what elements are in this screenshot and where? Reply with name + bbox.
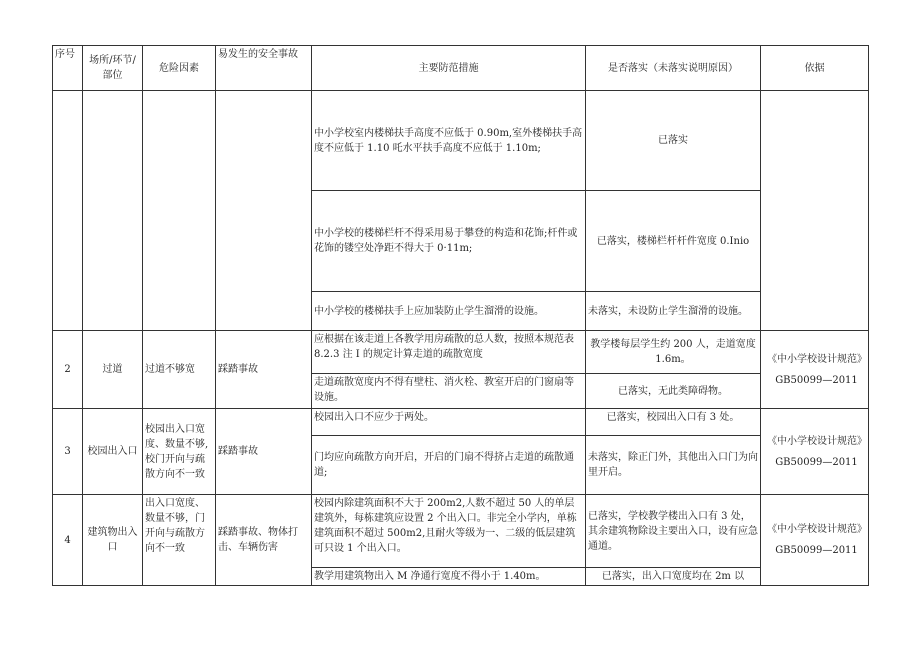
cell-measure: 校园内除建筑面积不大于 200m2,人数不超过 50 人的单层建筑外，每栋建筑应设置 2 个出入口。非完全小学内，单栋建筑面积不超过 500m2,且耐火等级为一、二级的低层建筑可只设 1 个出入口。 — [312, 495, 586, 568]
cell-place — [83, 91, 143, 331]
safety-table — [52, 45, 869, 586]
cell-no: 3 — [53, 409, 83, 495]
cell-hazard: 出入口宽度、数量不够，门开向与疏散方向不一致 — [143, 495, 216, 586]
cell-status: 教学楼每层学生约 200 人，走道宽度 1.6m。 — [586, 331, 761, 374]
cell-basis — [761, 495, 869, 586]
cell-no — [53, 91, 83, 331]
cell-status: 已落实，出入口宽度均在 2m 以 — [586, 568, 761, 586]
basis-code: GB50099—2011 — [775, 545, 858, 556]
cell-accident — [216, 91, 312, 331]
table-row — [53, 331, 869, 374]
cell-accident: 踩踏事故 — [216, 409, 312, 495]
header-measures: 主要防范措施 — [312, 46, 586, 91]
cell-status: 已落实，学校教学楼出入口有 3 处，其余建筑物除设主要出入口，设有应急通道。 — [586, 495, 761, 568]
cell-basis — [761, 91, 869, 331]
cell-status: 已落实，无此类障碍物。 — [586, 374, 761, 409]
cell-measure: 应根据在该走道上各教学用房疏散的总人数，按照本规范表 8.2.3 注 I 的规定计算走道的疏散宽度 — [312, 331, 586, 374]
basis-code: GB50099—2011 — [775, 374, 858, 386]
cell-status: 未落实，未设防止学生溜滑的设施。 — [586, 292, 761, 331]
cell-measure: 走道疏散宽度内不得有壁柱、消火栓、教室开启的门窗扇等设施。 — [312, 374, 586, 409]
table-row — [53, 495, 869, 568]
table-row — [53, 409, 869, 436]
header-place: 场所/环节/部位 — [83, 46, 143, 91]
header-hazard: 危险因素 — [143, 46, 216, 91]
table-row — [53, 91, 869, 191]
cell-accident: 踩踏事故、物体打击、车辆伤害 — [216, 495, 312, 586]
cell-no: 4 — [53, 495, 83, 586]
header-row — [53, 46, 869, 91]
header-basis: 依据 — [761, 46, 869, 91]
cell-measure: 中小学校室内楼梯扶手高度不应低于 0.90m,室外楼梯扶手高度不应低于 1.10 吒水平扶手高度不应低于 1.10m; — [312, 91, 586, 191]
cell-status: 未落实，除正门外，其他出入口门为向里开启。 — [586, 436, 761, 495]
basis-code: GB50099—2011 — [775, 456, 858, 468]
basis-title: 《中小学校设计规范》 — [767, 353, 867, 365]
cell-measure: 校园出入口不应少于两处。 — [312, 409, 586, 436]
header-no: 序号 — [53, 46, 83, 91]
cell-basis — [761, 409, 869, 495]
basis-title: 《中小学校设计规范》 — [767, 524, 867, 535]
basis-title: 《中小学校设计规范》 — [767, 435, 867, 447]
cell-status: 已落实，楼梯栏杆杆件宽度 0.Inio — [586, 191, 761, 292]
cell-status: 已落实 — [586, 91, 761, 191]
header-accident: 易发生的安全事故 — [216, 46, 312, 91]
cell-place: 校园出入口 — [83, 409, 143, 495]
cell-place: 过道 — [83, 331, 143, 409]
cell-accident: 踩踏事故 — [216, 331, 312, 409]
cell-measure: 门均应向疏散方向开启，开启的门扇不得挤占走道的疏散通道; — [312, 436, 586, 495]
cell-hazard: 校园出入口宽度、数量不够,校门开向与疏散方向不一致 — [143, 409, 216, 495]
cell-place: 建筑物出入口 — [83, 495, 143, 586]
cell-hazard — [143, 91, 216, 331]
cell-basis — [761, 331, 869, 409]
cell-status: 已落实，校园出入口有 3 处。 — [586, 409, 761, 436]
cell-hazard: 过道不够宽 — [143, 331, 216, 409]
cell-no: 2 — [53, 331, 83, 409]
cell-measure: 中小学校的楼梯栏杆不得采用易于攀登的构造和花饰;杆件或花饰的镂空处净距不得大于 0·11m; — [312, 191, 586, 292]
cell-measure: 中小学校的楼梯扶手上应加装防止学生溜滑的设施。 — [312, 292, 586, 331]
cell-measure: 教学用建筑物出入 M 净通行宽度不得小于 1.40m。 — [312, 568, 586, 586]
header-implemented: 是否落实（未落实说明原因） — [586, 46, 761, 91]
